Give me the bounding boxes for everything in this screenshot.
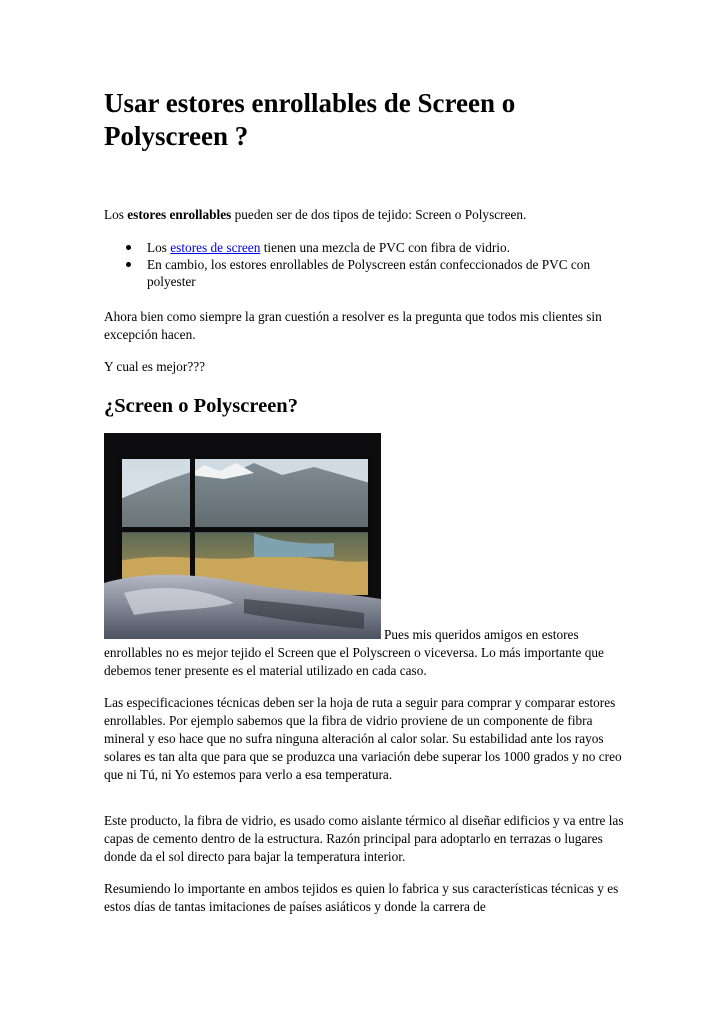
bullet-1-post: tienen una mezcla de PVC con fibra de vidrio. (260, 240, 510, 255)
bedroom-window-photo (104, 433, 381, 639)
bullet-icon (126, 245, 131, 250)
list-item (104, 239, 634, 256)
intro-lead: Los (104, 207, 128, 222)
paragraph-cual: Y cual es mejor??? (104, 359, 206, 374)
page-title: Usar estores enrollables de Screen o Polyscreen ? (104, 88, 516, 151)
intro-rest: pueden ser de dos tipos de tejido: Screen o Polyscreen. (231, 207, 527, 222)
bullet-list (104, 239, 634, 290)
paragraph-este-producto: Este producto, la fibra de vidrio, es usado como aislante térmico al diseñar edificios y va entre las capas de cemento dentro de la estructura. Razón principal para adoptarlo en terrazas o lugares donde da el sol directo para bajar la temperatura interior. (104, 813, 624, 864)
intro-paragraph (104, 206, 634, 224)
intro-bold-term: estores enrollables (127, 207, 232, 222)
section-heading: ¿Screen o Polyscreen? (104, 395, 298, 417)
paragraph-resumiendo: Resumiendo lo importante en ambos tejidos es quien lo fabrica y sus características técnicas y es estos días de tantas imitaciones de países asiáticos y donde la carrera de (104, 881, 619, 914)
paragraph-ahora: Ahora bien como siempre la gran cuestión a resolver es la pregunta que todos mis clientes sin excepción hacen. (104, 309, 602, 342)
bullet-2-text: En cambio, los estores enrollables de Polyscreen están confeccionados de PVC con polyester (147, 257, 591, 289)
photo-illustration (104, 433, 381, 639)
paragraph-especificaciones: Las especificaciones técnicas deben ser la hoja de ruta a seguir para comprar y comparar estores enrollables. Por ejemplo sabemos que la fibra de vidrio proviene de un componente de fibra mineral y eso hace que no sufra ninguna alteración al calor solar. Su estabilidad ante los rayos solares es tan alta que para que se produzca una variación debe superar los 1000 grados y no creo que ni Tú, ni Yo estemos para verlo a esa temperatura. (104, 695, 622, 782)
bullet-icon (126, 262, 131, 267)
list-item (104, 256, 634, 290)
paragraph-pues: Pues mis queridos amigos en estores enrollables no es mejor tejido el Screen que el Polyscreen o viceversa. Lo más importante que debemos tener presente es el material utilizado en cada caso. (104, 627, 604, 678)
bullet-1-pre: Los (147, 240, 171, 255)
estores-de-screen-link[interactable]: estores de screen (170, 240, 261, 255)
